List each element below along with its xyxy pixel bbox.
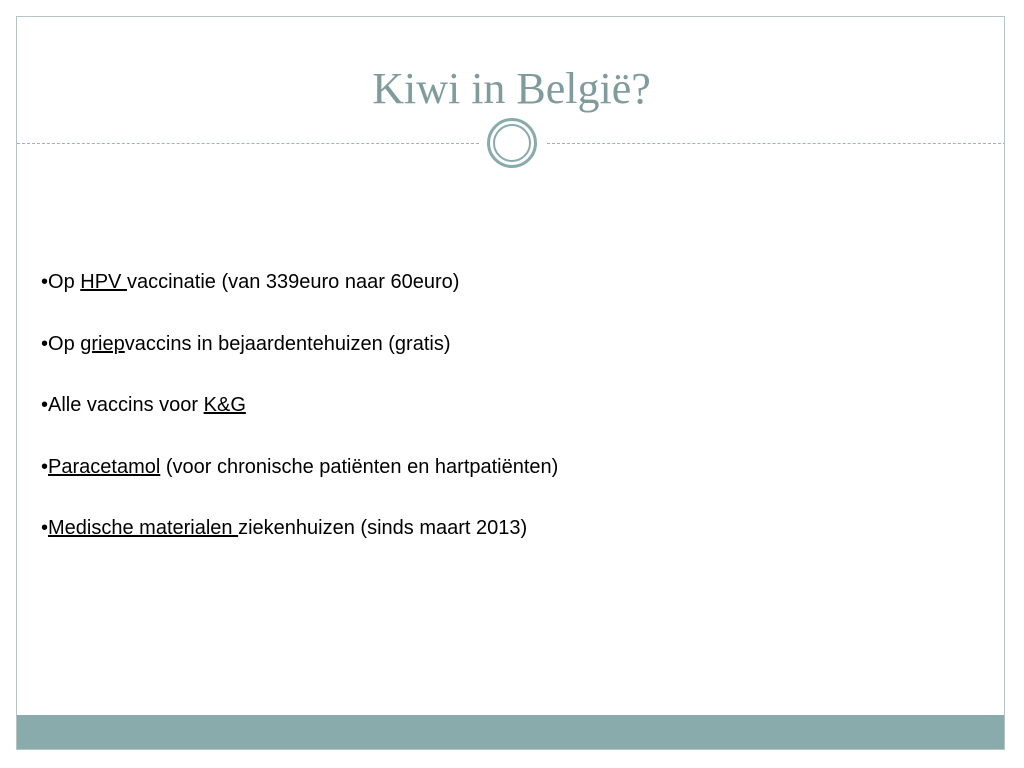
bullet-marker: •	[41, 271, 49, 293]
bullet-item-paracetamol	[41, 455, 558, 517]
bullet-item-hpv	[41, 270, 558, 332]
bullet-marker: •	[41, 517, 49, 539]
link-hpv[interactable]: HPV	[80, 271, 127, 293]
title-divider-left	[17, 143, 479, 144]
circle-ornament-icon	[487, 118, 537, 168]
bullet-marker: •	[41, 455, 49, 478]
bullet-item-kg	[41, 393, 558, 455]
bullet-marker: •	[41, 332, 49, 355]
slide	[16, 16, 1005, 750]
bullet-text: Alle vaccins voor	[48, 394, 204, 416]
bullet-text: (voor chronische patiënten en hartpatiënten)	[160, 455, 559, 478]
bullet-text: vaccins in bejaardentehuizen (gratis)	[124, 332, 451, 355]
bullet-list	[41, 270, 558, 578]
circle-ornament-inner	[493, 124, 531, 162]
link-griep[interactable]: griep	[80, 332, 125, 355]
bullet-item-griep	[41, 332, 558, 394]
footer-bar	[17, 715, 1005, 749]
bullet-text: ziekenhuizen (sinds maart 2013)	[238, 517, 528, 539]
bullet-text: Op	[48, 271, 81, 293]
slide-title: Kiwi in België?	[372, 64, 651, 113]
bullet-item-medische-materialen	[41, 516, 558, 578]
link-medische-materialen[interactable]: Medische materialen	[48, 517, 239, 539]
link-paracetamol[interactable]: Paracetamol	[48, 455, 161, 478]
link-kg[interactable]: K&G	[203, 394, 246, 416]
title-divider-right	[547, 143, 1005, 144]
bullet-text: Op	[48, 332, 81, 355]
bullet-text: vaccinatie (van 339euro naar 60euro)	[126, 271, 460, 293]
bullet-marker: •	[41, 394, 49, 416]
